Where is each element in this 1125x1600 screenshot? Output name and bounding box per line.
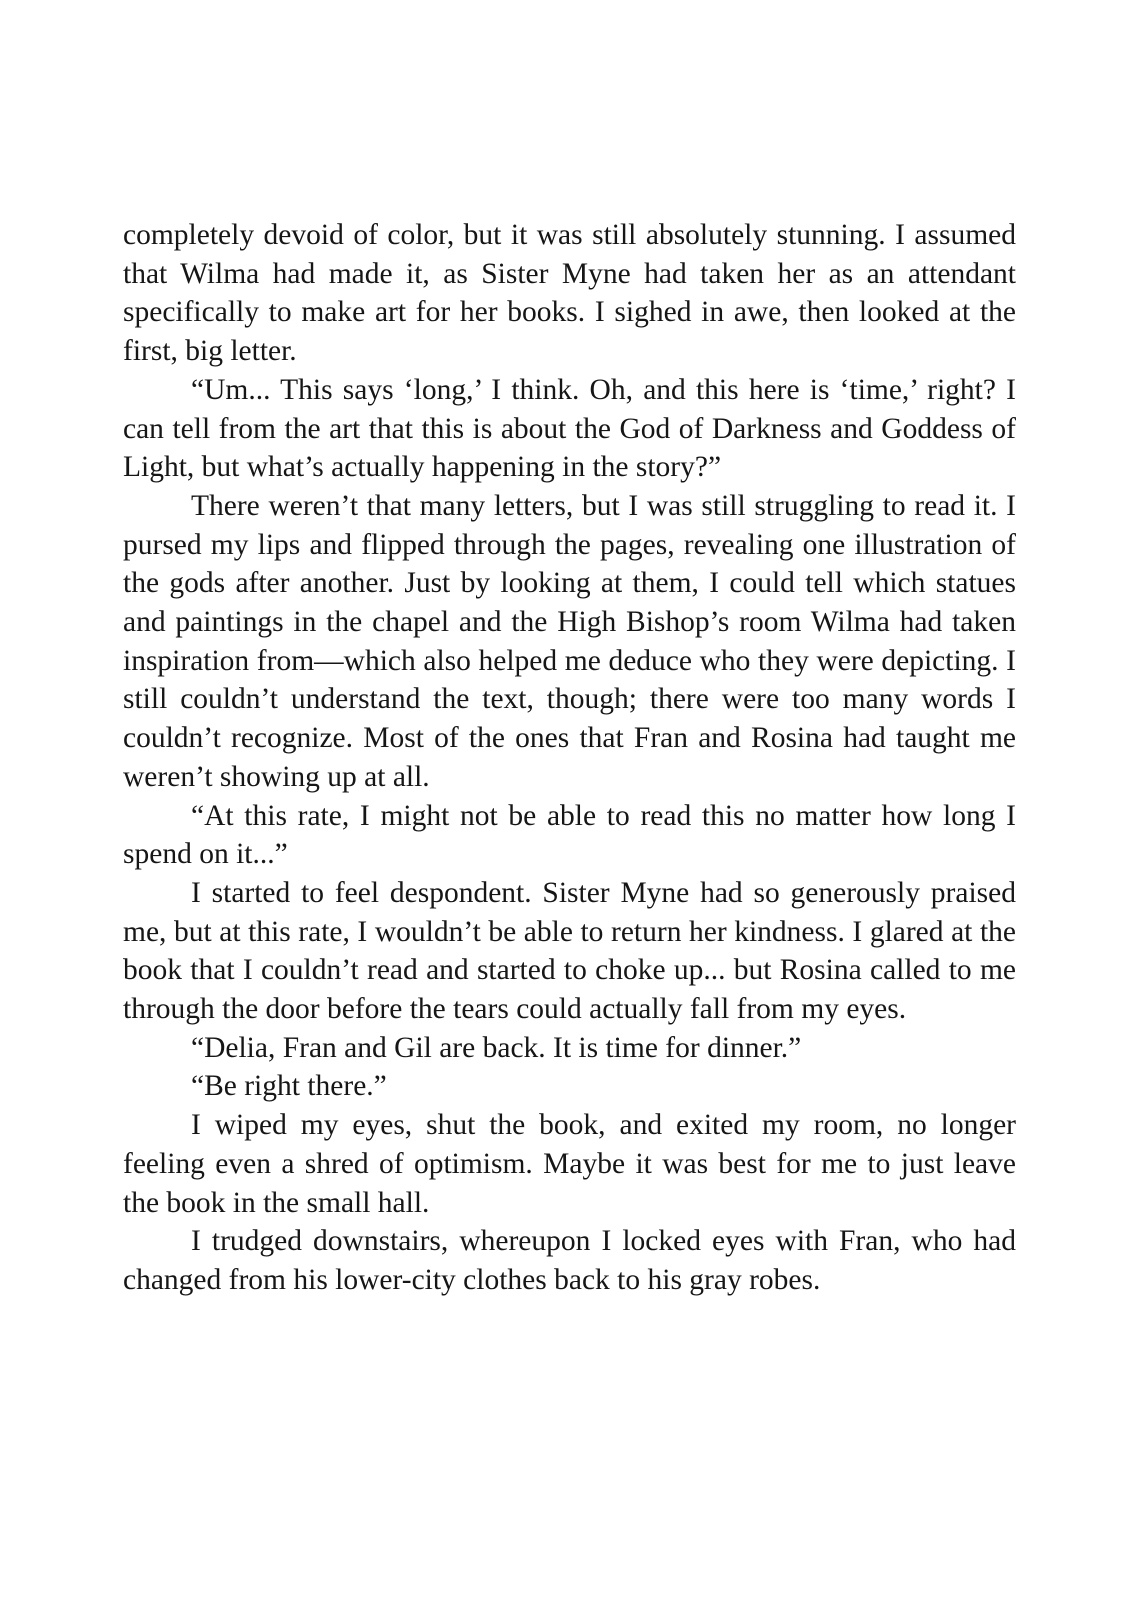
- paragraph: “Delia, Fran and Gil are back. It is time for dinner.”: [191, 1031, 802, 1064]
- paragraph: “Be right there.”: [191, 1070, 387, 1103]
- body-text: [123, 216, 1016, 1300]
- paragraph: There weren’t that many letters, but I was still struggling to read it. I pursed my lips and flipped through the pages, revealing one illustration of the gods after another. Just by looking at them, I could tell which statues and paintings in the chapel and the High Bishop’s room Wilma had taken inspiration from—which also helped me deduce who they were depicting. I still couldn’t understand the text, though; there were too many words I couldn’t recognize. Most of the ones that Fran and Rosina had taught me weren’t showing up at all.: [123, 489, 1016, 793]
- paragraph: “At this rate, I might not be able to read this no matter how long I spend on it...”: [123, 799, 1016, 871]
- paragraph: completely devoid of color, but it was still absolutely stunning. I assumed that Wilma had made it, as Sister Myne had taken her as an attendant specifically to make art for her books. I sighed in awe, then looked at the first, big letter.: [123, 219, 1016, 368]
- paragraph: I trudged downstairs, whereupon I locked eyes with Fran, who had changed from his lower-city clothes back to his gray robes.: [123, 1225, 1016, 1296]
- paragraph: I wiped my eyes, shut the book, and exited my room, no longer feeling even a shred of optimism. Maybe it was best for me to just leave the book in the small hall.: [123, 1109, 1016, 1219]
- paragraph: I started to feel despondent. Sister Myne had so generously praised me, but at this rate, I wouldn’t be able to return her kindness. I glared at the book that I couldn’t read and started to choke up... but Rosina called to me through the door before the tears could actually fall from my eyes.: [123, 876, 1016, 1026]
- paragraph: “Um... This says ‘long,’ I think. Oh, and this here is ‘time,’ right? I can tell from the art that this is about the God of Darkness and Goddess of Light, but what’s actually happening in the story?”: [123, 373, 1016, 484]
